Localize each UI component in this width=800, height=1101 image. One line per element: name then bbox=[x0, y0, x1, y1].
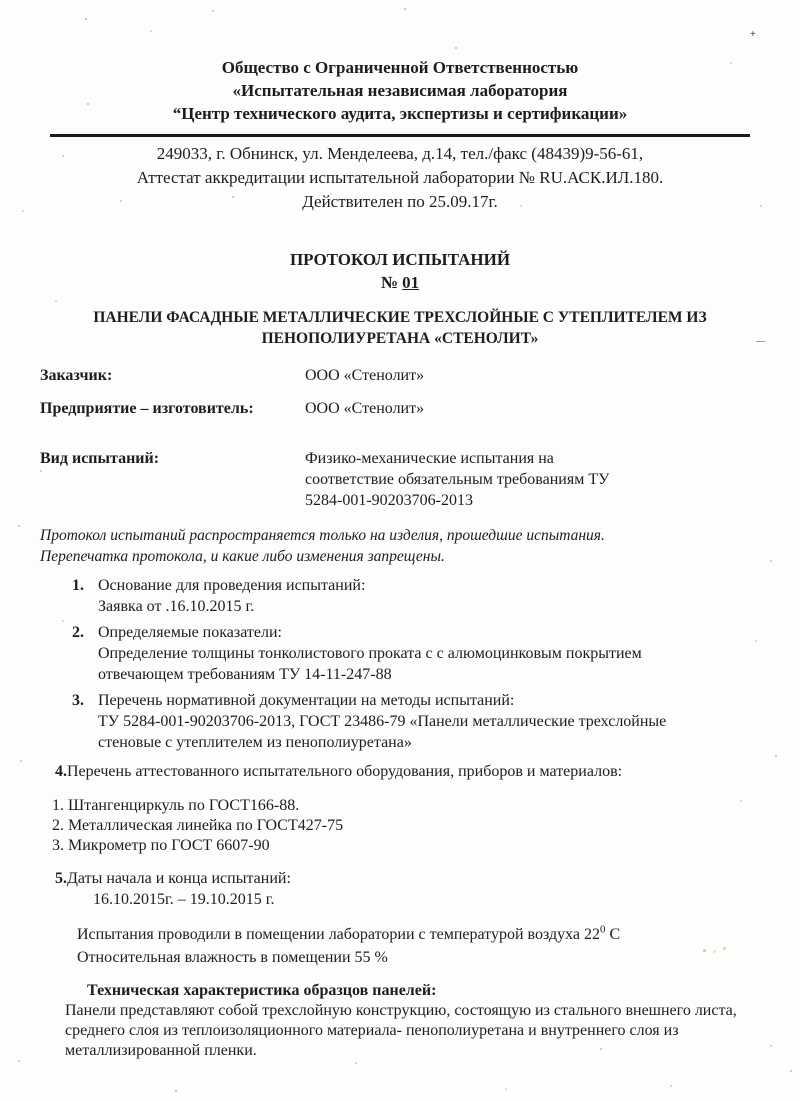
header-divider-line bbox=[50, 134, 750, 137]
item-number: 3. bbox=[72, 692, 84, 709]
item-content bbox=[98, 622, 723, 685]
contact-block bbox=[40, 142, 760, 214]
section-equipment bbox=[55, 761, 760, 782]
list-item-basis bbox=[72, 575, 760, 617]
tech-characteristics-body: Панели представляют собой трехслойную конструкцию, состоящую из стального внешнего листа, среднего слоя из теплоизоляционного материала- пенополиуретана и внутреннего слоя из металлизированной пленки. bbox=[65, 1002, 737, 1059]
temperature-unit: С bbox=[605, 926, 621, 943]
letterhead bbox=[40, 56, 760, 214]
validity-line: Действителен по 25.09.17г. bbox=[302, 192, 498, 211]
manufacturer-value: ООО «Стенолит» bbox=[305, 400, 425, 417]
section-4-title: Перечень аттестованного испытательного оборудования, приборов и материалов: bbox=[67, 763, 623, 780]
field-row-manufacturer bbox=[40, 398, 760, 419]
equipment-item-micrometer: 3. Микрометр по ГОСТ 6607-90 bbox=[52, 837, 270, 854]
numbered-list bbox=[72, 575, 760, 753]
org-name-line-3: “Центр технического аудита, экспертизы и сертификации» bbox=[172, 104, 628, 123]
customer-label: Заказчик: bbox=[40, 367, 113, 384]
document-title: ПРОТОКОЛ ИСПЫТАНИЙ bbox=[289, 250, 511, 269]
organization-name bbox=[40, 56, 760, 125]
item-title: Определяемые показатели: bbox=[98, 624, 282, 641]
restriction-note-line-2: Перепечатка протокола, и какие либо изменения запрещены. bbox=[40, 548, 445, 565]
humidity-line: Относительная влажность в помещении 55 % bbox=[77, 949, 388, 966]
equipment-item-caliper: 1. Штангенциркуль по ГОСТ166-88. bbox=[52, 797, 300, 814]
scan-green-speck bbox=[703, 949, 706, 952]
test-type-label: Вид испытаний: bbox=[40, 450, 160, 467]
item-content bbox=[98, 575, 723, 617]
section-4-number: 4. bbox=[55, 763, 67, 780]
temperature-text: Испытания проводили в помещении лаборатории с температурой воздуха 22 bbox=[77, 926, 601, 943]
scan-noise-specks bbox=[0, 0, 2, 2]
field-row-customer bbox=[40, 365, 760, 386]
restriction-note-line-1: Протокол испытаний распространяется только на изделия, прошедшие испытания. bbox=[40, 527, 605, 544]
item-number: 1. bbox=[72, 577, 84, 594]
field-row-test-type bbox=[40, 448, 760, 511]
equipment-list bbox=[52, 796, 760, 856]
temperature-line bbox=[77, 923, 760, 946]
document-title-block bbox=[40, 248, 760, 294]
address-line: 249033, г. Обнинск, ул. Менделеева, д.14, тел./факс (48439)9-56-61, bbox=[156, 144, 644, 163]
customer-value: ООО «Стенолит» bbox=[305, 367, 425, 384]
tech-characteristics-heading: Техническая характеристика образцов панелей: bbox=[87, 982, 437, 999]
document-number-value: 01 bbox=[402, 273, 420, 292]
list-item-indicators bbox=[72, 622, 760, 685]
item-number: 2. bbox=[72, 624, 84, 641]
technical-characteristics bbox=[40, 981, 760, 1061]
list-item-normative-docs bbox=[72, 690, 760, 753]
equipment-item-ruler: 2. Металлическая линейка по ГОСТ427-75 bbox=[52, 817, 344, 834]
test-conditions bbox=[77, 923, 760, 969]
item-content bbox=[98, 690, 723, 753]
number-sign: № bbox=[380, 273, 398, 292]
fields-block bbox=[40, 365, 760, 511]
item-title: Перечень нормативной документации на методы испытаний: bbox=[98, 692, 515, 709]
item-body: Определение толщины тонколистового проката с с алюмоцинковым покрытием отвечающем требованиям ТУ 14-11-247-88 bbox=[98, 645, 642, 683]
subject-line-1: ПАНЕЛИ ФАСАДНЫЕ МЕТАЛЛИЧЕСКИЕ ТРЕХСЛОЙНЫЕ С УТЕПЛИТЕЛЕМ ИЗ bbox=[93, 309, 707, 326]
test-type-value: Физико-механические испытания на соответствие обязательным требованиям ТУ 5284-001-90203706-2013 bbox=[305, 450, 610, 509]
org-name-line-1: Общество с Ограниченной Ответственностью bbox=[221, 58, 579, 77]
subject-line-2: ПЕНОПОЛИУРЕТАНА «СТЕНОЛИТ» bbox=[261, 330, 539, 347]
document-number bbox=[40, 271, 760, 294]
scan-artifact-dash: — bbox=[756, 336, 763, 346]
accreditation-line: Аттестат аккредитации испытательной лаборатории № RU.АСК.ИЛ.180. bbox=[136, 168, 664, 187]
restriction-note bbox=[40, 525, 760, 567]
scan-artifact-plus: + bbox=[750, 29, 756, 40]
test-subject-heading bbox=[40, 307, 760, 349]
item-body: ТУ 5284-001-90203706-2013, ГОСТ 23486-79 «Панели металлические трехслойные стеновые с утеплителем из пенополиуретана» bbox=[98, 713, 667, 751]
org-name-line-2: «Испытательная независимая лаборатория bbox=[232, 81, 568, 100]
test-dates-value: 16.10.2015г. – 19.10.2015 г. bbox=[93, 891, 275, 908]
item-body: Заявка от .16.10.2015 г. bbox=[98, 598, 255, 615]
section-5-title: Даты начала и конца испытаний: bbox=[67, 870, 291, 887]
section-5-number: 5. bbox=[55, 870, 67, 887]
item-title: Основание для проведения испытаний: bbox=[98, 577, 366, 594]
degree-superscript: 0 bbox=[600, 923, 606, 936]
section-test-dates bbox=[55, 868, 760, 910]
section-5-heading bbox=[55, 868, 760, 889]
manufacturer-label: Предприятие – изготовитель: bbox=[40, 400, 254, 417]
